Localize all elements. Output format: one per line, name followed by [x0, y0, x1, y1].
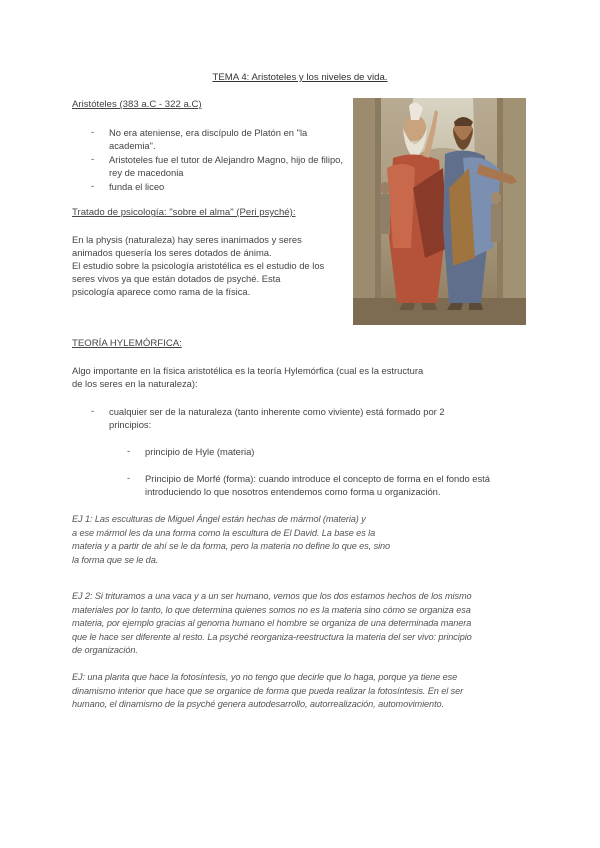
- teoria-bullet: [109, 405, 539, 431]
- example-2-line: materiales por lo tanto, lo que determina quienes somos no es la materia sino cómo se organiza esa: [72, 604, 471, 615]
- aristoteles-bullet-2: Aristoteles fue el tutor de Alejandro Magno, hijo de filipo, rey de macedonia: [109, 154, 343, 178]
- teoria-heading: TEORÍA HYLEMÓRFICA:: [72, 338, 182, 349]
- teoria-sub-bullet-hyle: principio de Hyle (materia): [145, 446, 255, 457]
- plato-aristotle-painting: [353, 98, 526, 325]
- teoria-bullet-line: cualquier ser de la naturaleza (tanto inherente como viviente) está formado por 2: [109, 406, 445, 417]
- teoria-sub-bullet-morfe: [145, 472, 545, 498]
- bullet-dash: -: [91, 153, 95, 164]
- sub-bullet-dash: -: [127, 472, 131, 483]
- bullet-dash: -: [91, 405, 95, 416]
- aristoteles-bullet-3: funda el liceo: [109, 181, 165, 192]
- tratado-heading: Tratado de psicología: "sobre el alma" (Peri psyché):: [72, 207, 296, 218]
- example-1-line: la forma que se le da.: [72, 554, 159, 565]
- example-2-line: de organización.: [72, 645, 138, 656]
- tratado-line: psicología aparece como rama de la física.: [72, 286, 251, 297]
- bullet-dash: -: [91, 126, 95, 137]
- example-3: [72, 671, 542, 712]
- aristoteles-bullet-1: No era ateniense, era discípulo de Platón en "la academia".: [109, 127, 308, 151]
- example-2-line: que le hace ser diferente al resto. La psyché reorganiza-reestructura la materia del ser vivo: principio: [72, 631, 472, 642]
- example-3-line: humano, el dinamismo de la psyché genera autodesarrollo, autorrealización, automovimiento.: [72, 699, 444, 710]
- example-2-line: materia, por ejemplo gracias al genoma humano el hombre se organiza de una determinada manera: [72, 618, 472, 629]
- tratado-line: El estudio sobre la psicología aristotélica es el estudio de los: [72, 260, 325, 271]
- aristoteles-heading: Aristóteles (383 a.C - 322 a.C): [72, 99, 202, 110]
- teoria-bullet-line: principios:: [109, 419, 152, 430]
- bullet-dash: -: [91, 180, 95, 191]
- example-1-line: EJ 1: Las esculturas de Miguel Ángel están hechas de mármol (materia) y: [72, 514, 366, 524]
- page-title: TEMA 4: Aristoteles y los niveles de vida.: [212, 72, 388, 83]
- teoria-intro-line: Algo importante en la física aristotélica es la teoría Hylemórfica (cual es la estructura: [72, 365, 424, 376]
- example-3-line: dinamismo interior que hace que se organice de forma que pueda realizar la fotosíntesis. En el ser: [72, 685, 464, 696]
- teoria-intro: [72, 364, 532, 390]
- teoria-sub-line: introduciendo lo que nosotros entendemos como forma u organización.: [145, 486, 441, 497]
- teoria-intro-line: de los seres en la naturaleza):: [72, 378, 198, 389]
- tratado-line: seres vivos ya que están dotados de psyché. Esta: [72, 273, 281, 284]
- tratado-paragraph: [72, 233, 347, 298]
- tratado-line: animados quesería los seres dotados de ánima.: [72, 247, 272, 258]
- tratado-line: En la physis (naturaleza) hay seres inanimados y seres: [72, 234, 302, 245]
- example-1: [72, 513, 542, 567]
- example-3-line: EJ: una planta que hace la fotosíntesis, yo no tengo que decirle que lo haga, porque ya tiene ese: [72, 672, 458, 682]
- sub-bullet-dash: -: [127, 445, 131, 456]
- example-1-line: materia y a partir de ahí se le da forma, pero la materia no define lo que es, sino: [72, 541, 391, 552]
- example-2: [72, 590, 542, 658]
- example-2-line: EJ 2: Si trituramos a una vaca y a un ser humano, vemos que los dos estamos hechos de los mismo: [72, 591, 472, 601]
- teoria-sub-line: Principio de Morfé (forma): cuando introduce el concepto de forma en el fondo está: [145, 473, 490, 484]
- example-1-line: a ese mármol les da una forma como la escultura de El David. La base es la: [72, 527, 376, 538]
